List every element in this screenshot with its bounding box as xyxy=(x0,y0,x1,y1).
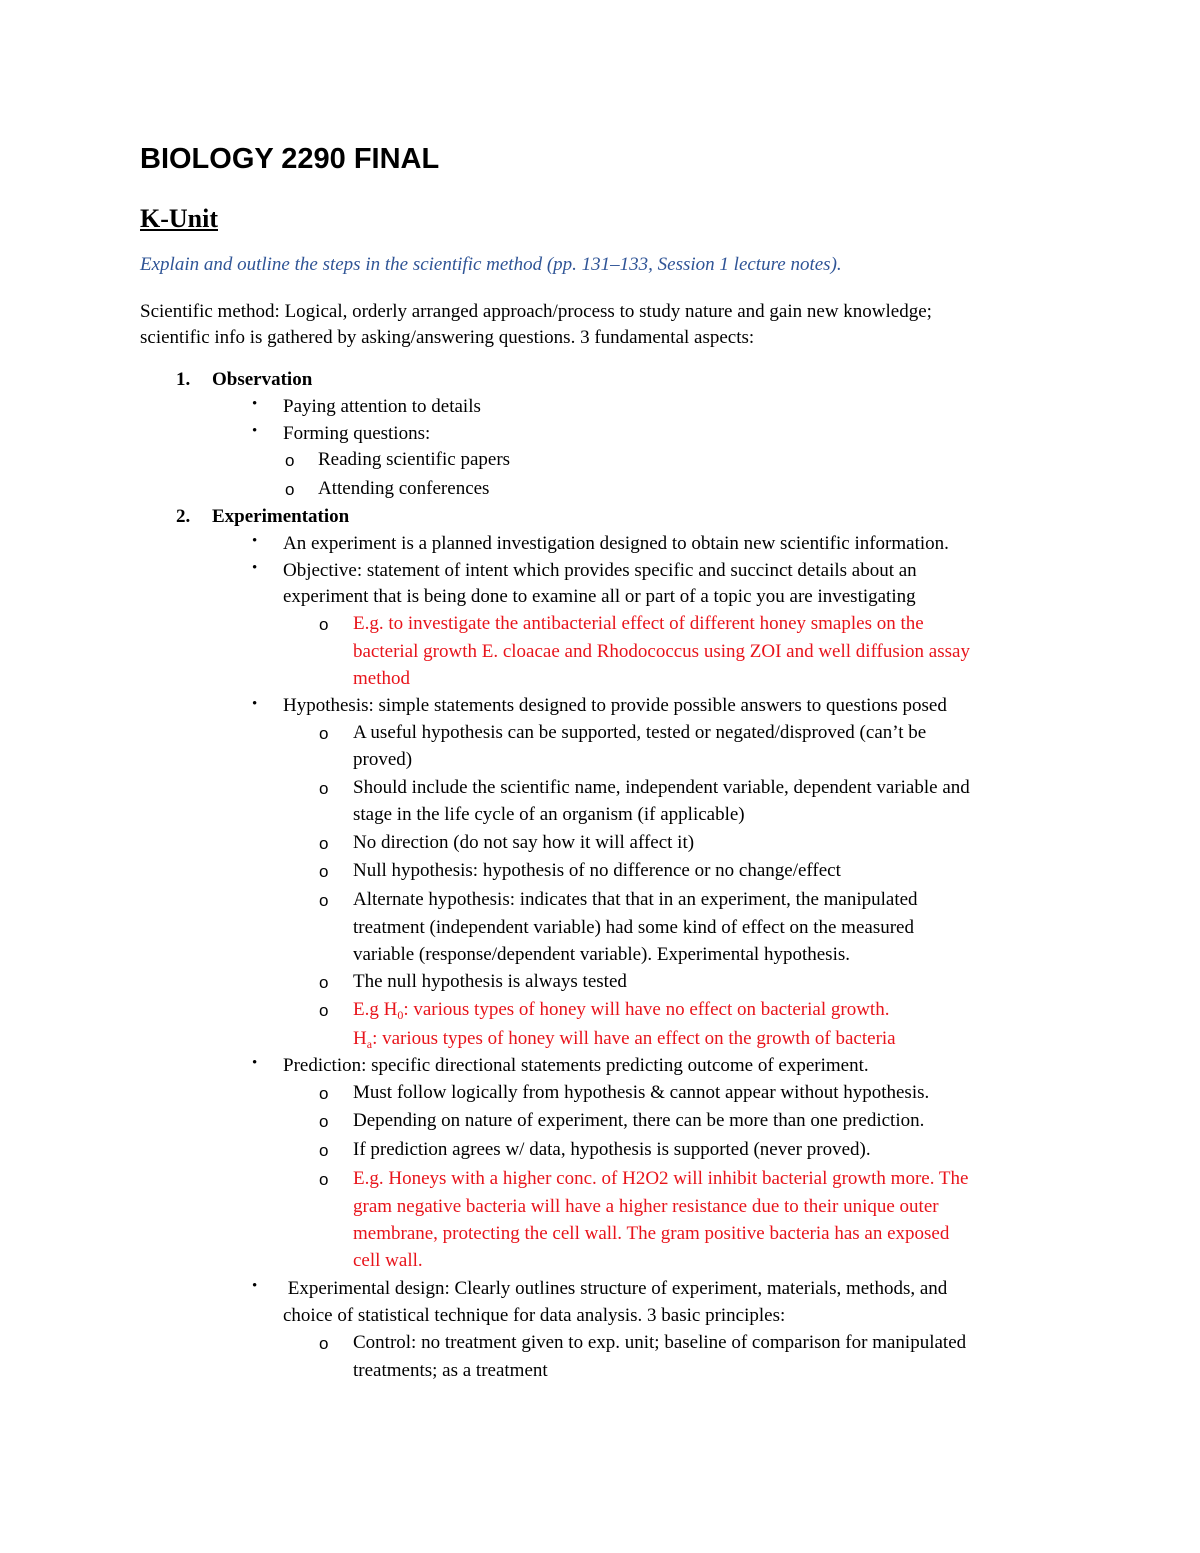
sub-bullet-icon: o xyxy=(319,891,329,910)
sub-bullet-icon: o xyxy=(319,973,329,992)
learning-objective: Explain and outline the steps in the scientific method (pp. 131–133, Session 1 lecture notes). xyxy=(140,254,842,275)
sub-list-item: Must follow logically from hypothesis & cannot appear without hypothesis. xyxy=(353,1082,930,1103)
example-hypothesis-alternate: $H_a$: various types of honey will have an effect on the growth of bacteria xyxy=(353,1028,896,1051)
sub-list-item-continuation: proved) xyxy=(353,749,413,770)
bullet-icon: • xyxy=(252,396,258,412)
sub-list-item: Reading scientific papers xyxy=(318,449,511,470)
sub-list-item-continuation: stage in the life cycle of an organism (if applicable) xyxy=(353,804,745,825)
section-number: 2. xyxy=(176,506,191,527)
example-text: membrane, protecting the cell wall. The gram positive bacteria has an exposed xyxy=(353,1223,950,1244)
sub-list-item: A useful hypothesis can be supported, tested or negated/disproved (can’t be xyxy=(353,722,927,743)
list-item: An experiment is a planned investigation designed to obtain new scientific information. xyxy=(283,533,949,554)
example-text: gram negative bacteria will have a higher resistance due to their unique outer xyxy=(353,1196,939,1217)
sub-list-item-continuation: treatment (independent variable) had some kind of effect on the measured xyxy=(353,917,914,938)
list-item: Objective: statement of intent which provides specific and succinct details about an xyxy=(283,560,917,581)
sub-bullet-icon: o xyxy=(285,480,295,499)
sub-bullet-icon: o xyxy=(319,834,329,853)
page-title: BIOLOGY 2290 FINAL xyxy=(140,143,440,175)
sub-list-item: The null hypothesis is always tested xyxy=(353,971,627,992)
sub-bullet-icon: o xyxy=(319,1112,329,1131)
unit-heading: K-Unit xyxy=(140,204,218,233)
sub-list-item-continuation: treatments; as a treatment xyxy=(353,1360,548,1381)
example-text: E.g. Honeys with a higher conc. of H2O2 will inhibit bacterial growth more. The xyxy=(353,1168,969,1189)
sub-list-item: Depending on nature of experiment, there can be more than one prediction. xyxy=(353,1110,925,1131)
bullet-icon: • xyxy=(252,1055,258,1071)
list-item: Prediction: specific directional statements predicting outcome of experiment. xyxy=(283,1055,869,1076)
sub-list-item: Control: no treatment given to exp. unit; baseline of comparison for manipulated xyxy=(353,1332,967,1353)
example-text: cell wall. xyxy=(353,1250,423,1271)
bullet-icon: • xyxy=(252,1278,258,1294)
example-text: method xyxy=(353,668,410,689)
sub-bullet-icon: o xyxy=(319,724,329,743)
list-item: Forming questions: xyxy=(283,423,431,444)
sub-bullet-icon: o xyxy=(319,779,329,798)
intro-line-1: Scientific method: Logical, orderly arranged approach/process to study nature and gain new knowledge; xyxy=(140,301,932,322)
list-item-continuation: experiment that is being done to examine all or part of a topic you are investigating xyxy=(283,586,916,607)
list-item: Paying attention to details xyxy=(283,396,481,417)
sub-bullet-icon: o xyxy=(319,615,329,634)
sub-list-item: Attending conferences xyxy=(318,478,490,499)
section-number: 1. xyxy=(176,369,191,390)
bullet-icon: • xyxy=(252,696,258,712)
bullet-icon: • xyxy=(252,533,258,549)
sub-bullet-icon: o xyxy=(319,862,329,881)
sub-bullet-icon: o xyxy=(319,1141,329,1160)
sub-list-item: If prediction agrees w/ data, hypothesis is supported (never proved). xyxy=(353,1139,871,1160)
sub-bullet-icon: o xyxy=(319,1170,329,1189)
list-item-continuation: choice of statistical technique for data analysis. 3 basic principles: xyxy=(283,1305,786,1326)
sub-list-item: Null hypothesis: hypothesis of no difference or no change/effect xyxy=(353,860,841,881)
sub-bullet-icon: o xyxy=(319,1334,329,1353)
sub-bullet-icon: o xyxy=(285,451,295,470)
sub-bullet-icon: o xyxy=(319,1001,329,1020)
list-item: Experimental design: Clearly outlines structure of experiment, materials, methods, and xyxy=(283,1278,948,1299)
sub-bullet-icon: o xyxy=(319,1084,329,1103)
example-text: E.g. to investigate the antibacterial effect of different honey smaples on the xyxy=(353,613,924,634)
section-heading-experimentation: Experimentation xyxy=(212,506,350,527)
bullet-icon: • xyxy=(252,423,258,439)
list-item: Hypothesis: simple statements designed to provide possible answers to questions posed xyxy=(283,695,947,716)
section-heading-observation: Observation xyxy=(212,369,313,390)
sub-list-item-continuation: variable (response/dependent variable). Experimental hypothesis. xyxy=(353,944,850,965)
sub-list-item: Alternate hypothesis: indicates that that in an experiment, the manipulated xyxy=(353,889,918,910)
sub-list-item: No direction (do not say how it will affect it) xyxy=(353,832,695,853)
sub-list-item: Should include the scientific name, independent variable, dependent variable and xyxy=(353,777,970,798)
example-hypothesis-null: E.g $H_0$: various types of honey will have no effect on bacterial growth. xyxy=(353,999,890,1022)
bullet-icon: • xyxy=(252,560,258,576)
intro-line-2: scientific info is gathered by asking/answering questions. 3 fundamental aspects: xyxy=(140,327,755,348)
example-text: bacterial growth E. cloacae and Rhodococcus using ZOI and well diffusion assay xyxy=(353,641,970,662)
